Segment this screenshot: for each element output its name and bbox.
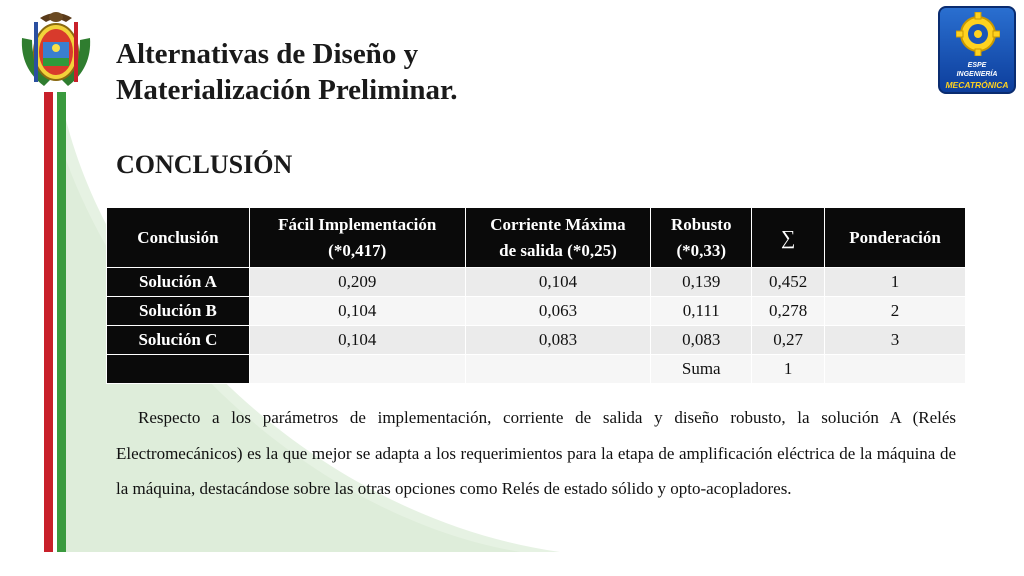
cell-suma: 0,278	[752, 297, 825, 326]
gear-icon	[956, 12, 1000, 56]
header-ponderacion: Ponderación	[825, 208, 966, 268]
cell-ponderacion: 1	[825, 268, 966, 297]
title-line-2: Materialización Preliminar.	[116, 74, 458, 106]
espe-mechatronics-logo	[938, 6, 1016, 94]
cell-corriente: 0,104	[465, 268, 651, 297]
header-corriente-line1: Corriente Máxima	[490, 214, 626, 234]
header-robusto-line2: (*0,33)	[676, 240, 727, 260]
cell-suma: 0,27	[752, 326, 825, 355]
coat-of-arms-icon	[10, 8, 102, 92]
header-robusto	[651, 208, 752, 268]
section-heading: CONCLUSIÓN	[116, 150, 293, 179]
logo-text-espe: ESPE	[967, 62, 987, 69]
header-robusto-line1: Robusto	[671, 214, 732, 234]
green-stripe	[57, 92, 66, 552]
cell-facil: 0,209	[249, 268, 465, 297]
footer-suma-value: 1	[752, 355, 825, 384]
cell-ponderacion: 2	[825, 297, 966, 326]
table-footer-row	[107, 355, 966, 384]
footer-empty-label	[107, 355, 250, 384]
logo-text-mecatronica: MECATRÓNICA	[945, 80, 1009, 90]
cell-suma: 0,452	[752, 268, 825, 297]
header-sum-symbol: ∑	[752, 208, 825, 268]
slide-title	[116, 36, 457, 108]
row-label: Solución A	[107, 268, 250, 297]
header-conclusion: Conclusión	[107, 208, 250, 268]
cell-robusto: 0,083	[651, 326, 752, 355]
cell-corriente: 0,063	[465, 297, 651, 326]
footer-empty-cell	[465, 355, 651, 384]
cell-robusto: 0,139	[651, 268, 752, 297]
cell-facil: 0,104	[249, 297, 465, 326]
row-label: Solución B	[107, 297, 250, 326]
header-facil-line2: (*0,417)	[328, 240, 387, 260]
table-row	[107, 268, 966, 297]
table-row	[107, 297, 966, 326]
cell-ponderacion: 3	[825, 326, 966, 355]
table-header-row	[107, 208, 966, 268]
header-facil	[249, 208, 465, 268]
red-stripe	[44, 92, 53, 552]
header-corriente-line2: de salida (*0,25)	[499, 240, 617, 260]
title-line-1: Alternativas de Diseño y	[116, 38, 419, 70]
cell-robusto: 0,111	[651, 297, 752, 326]
header-corriente	[465, 208, 651, 268]
header-facil-line1: Fácil Implementación	[278, 214, 437, 234]
row-label: Solución C	[107, 326, 250, 355]
table-row	[107, 326, 966, 355]
conclusion-table	[106, 207, 966, 384]
footer-suma-label: Suma	[651, 355, 752, 384]
cell-corriente: 0,083	[465, 326, 651, 355]
cell-facil: 0,104	[249, 326, 465, 355]
logo-text-ingenieria: INGENIERÍA	[956, 71, 998, 78]
conclusion-paragraph: Respecto a los parámetros de implementación, corriente de salida y diseño robusto, la solución A (Relés Electromecánicos) es la que mejor se adapta a los requerimientos para la etapa de amplificación eléctrica de la máquina de la máquina, destacándose sobre las otras opciones como Relés de estado sólido y opto-acopladores.	[116, 408, 956, 498]
footer-empty-cell	[825, 355, 966, 384]
footer-empty-cell	[249, 355, 465, 384]
